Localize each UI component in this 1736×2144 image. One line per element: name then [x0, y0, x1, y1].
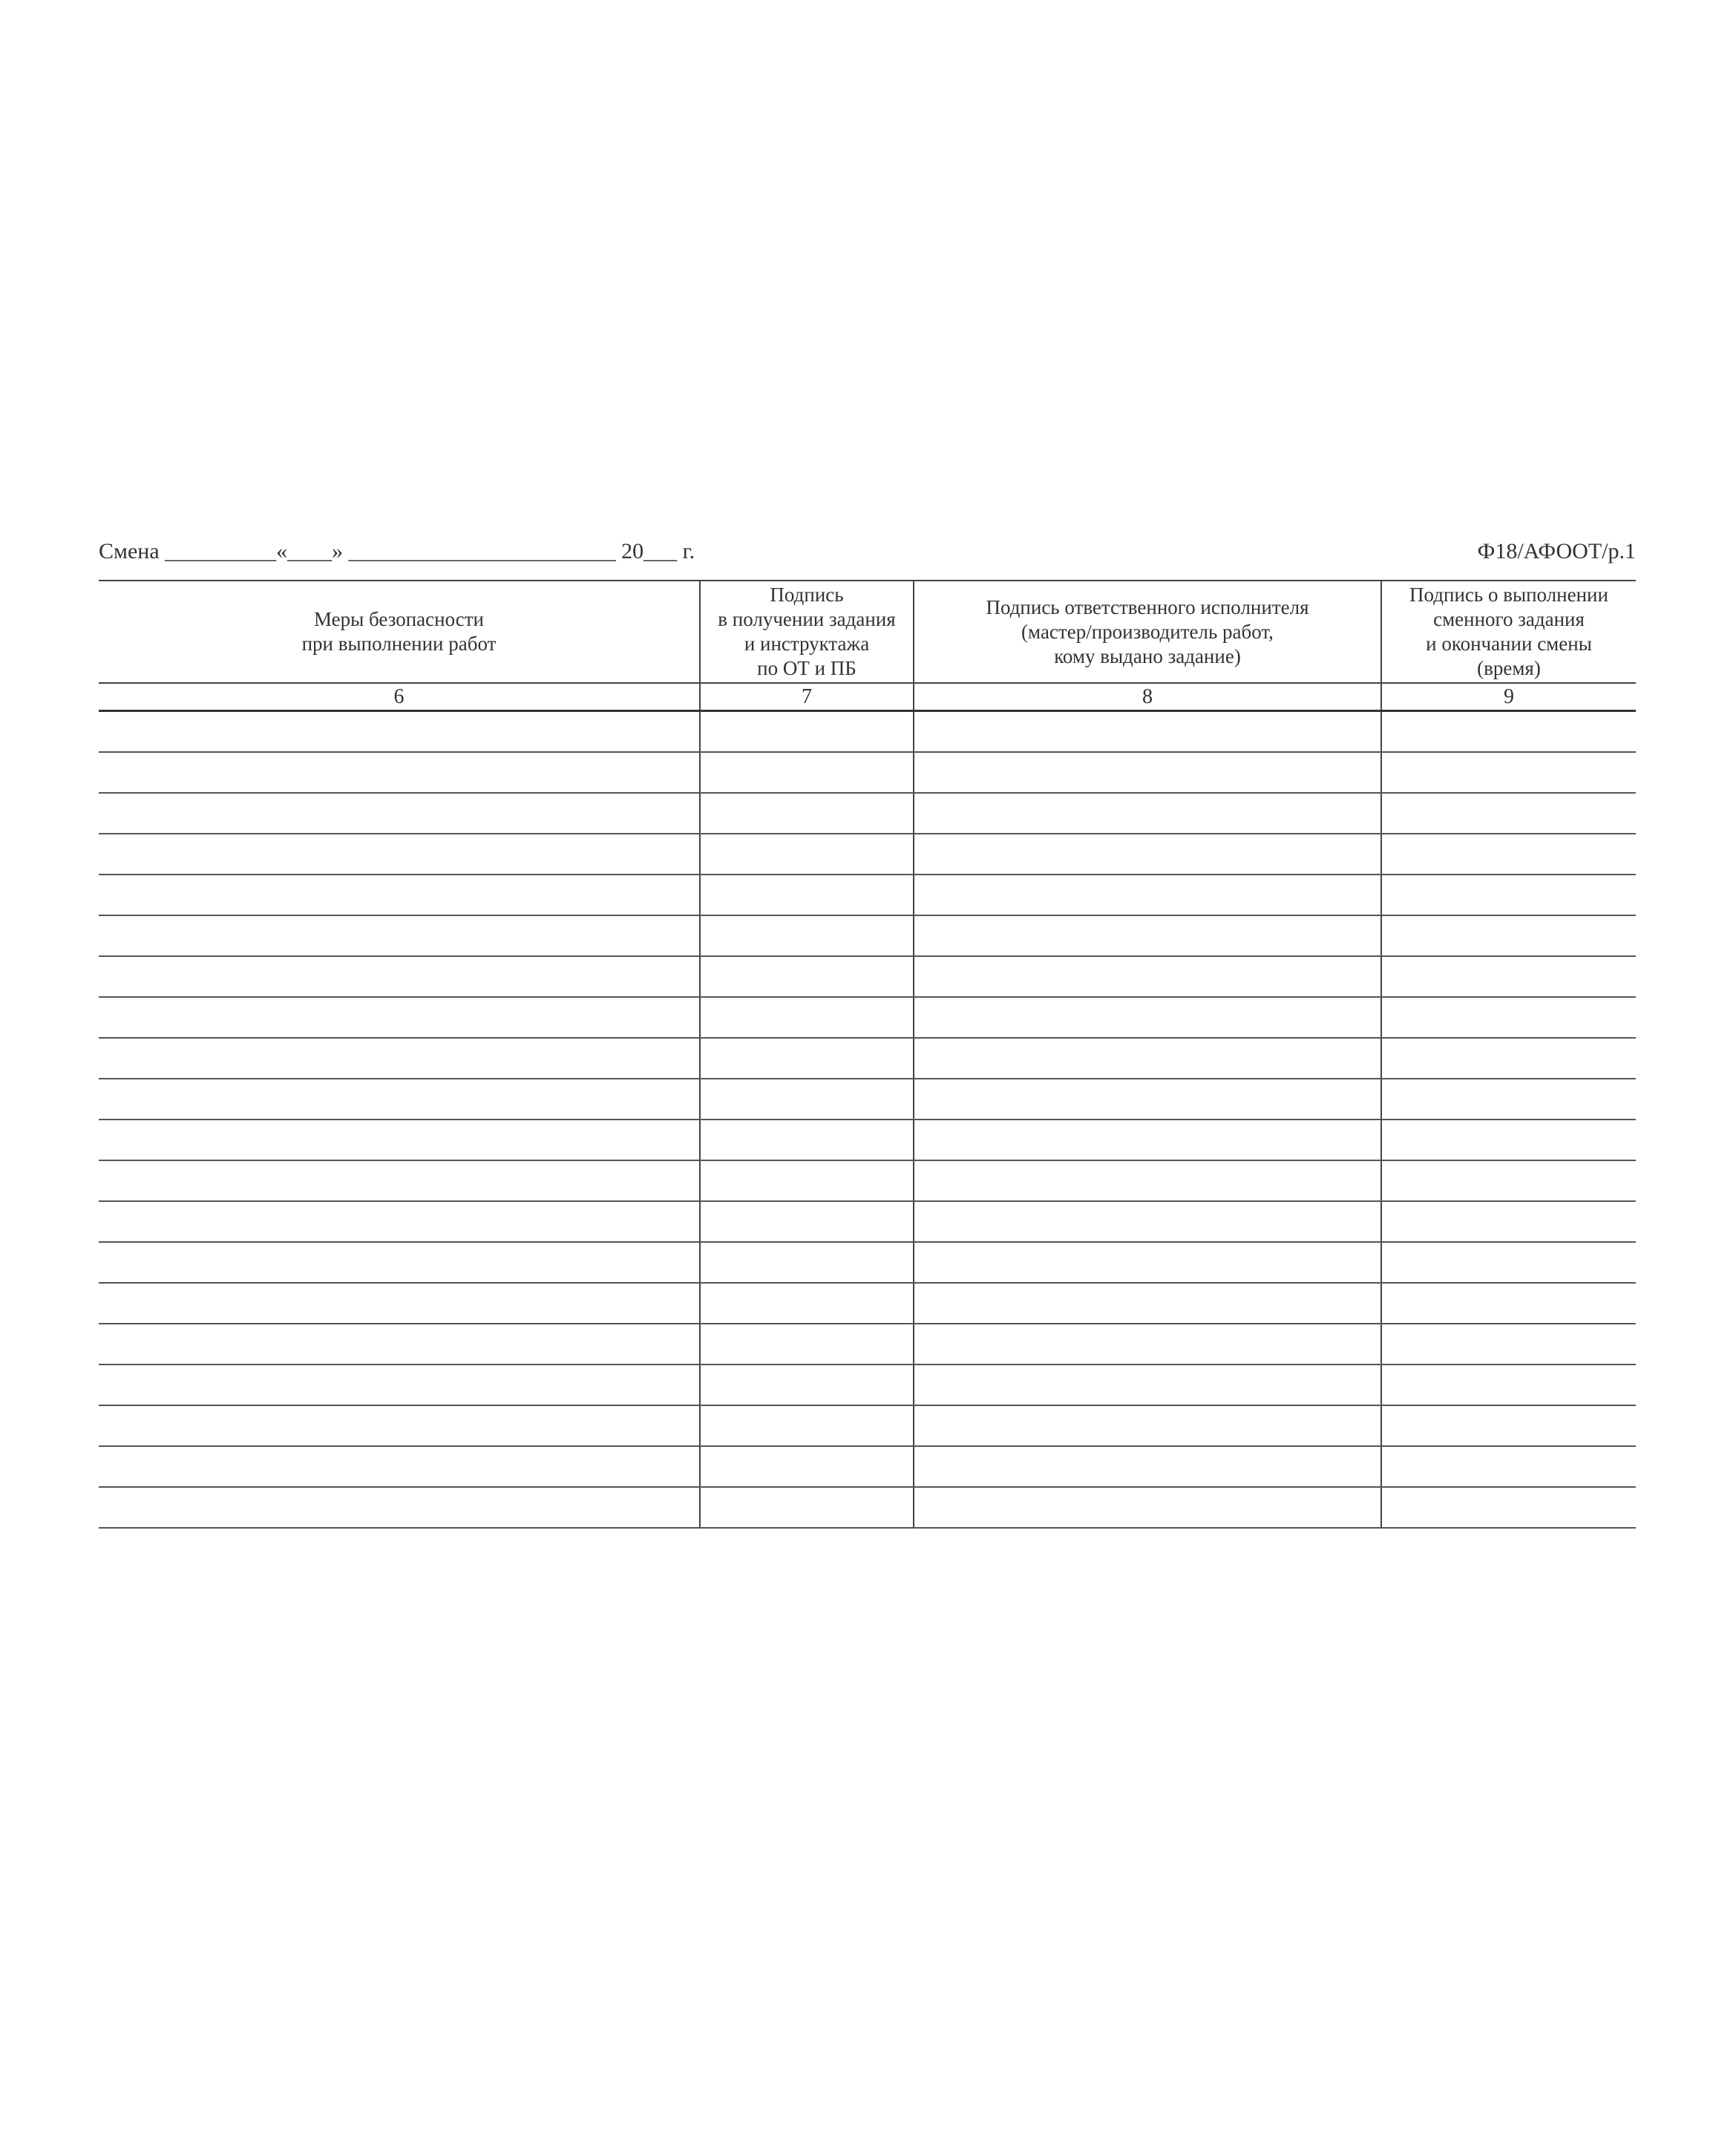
table-cell[interactable]: [700, 1201, 914, 1242]
table-cell[interactable]: [914, 1405, 1381, 1446]
table-cell[interactable]: [1381, 752, 1636, 793]
table-cell[interactable]: [99, 1120, 700, 1160]
table-cell[interactable]: [99, 834, 700, 875]
table-cell[interactable]: [700, 793, 914, 834]
form-header: [99, 533, 1636, 570]
table-row: [99, 1446, 1636, 1487]
table-cell[interactable]: [914, 1364, 1381, 1405]
table-row: [99, 1079, 1636, 1120]
table-cell[interactable]: [700, 1079, 914, 1120]
table-cell[interactable]: [700, 915, 914, 956]
table-row: [99, 1201, 1636, 1242]
table-cell[interactable]: [1381, 956, 1636, 997]
table-row: [99, 1364, 1636, 1405]
table-cell[interactable]: [1381, 1446, 1636, 1487]
table-row: [99, 752, 1636, 793]
table-cell[interactable]: [1381, 1120, 1636, 1160]
table-row: [99, 1120, 1636, 1160]
column-header-task-receipt-signature: Подпись в получении задания и инструктажа по ОТ и ПБ: [700, 581, 914, 683]
table-cell[interactable]: [914, 711, 1381, 753]
shift-date-label: Смена __________«____» ________________________ 20___ г.: [99, 539, 695, 563]
column-number-8: 8: [914, 683, 1381, 711]
table-cell[interactable]: [99, 711, 700, 753]
table-cell[interactable]: [1381, 1038, 1636, 1079]
table-cell[interactable]: [700, 997, 914, 1038]
table-cell[interactable]: [700, 1242, 914, 1283]
table-cell[interactable]: [914, 1201, 1381, 1242]
column-number-6: 6: [99, 683, 700, 711]
form-code: Ф18/АФООТ/р.1: [1477, 539, 1636, 563]
table-cell[interactable]: [1381, 915, 1636, 956]
column-header-responsible-signature: Подпись ответственного исполнителя (мастер/производитель работ, кому выдано задание): [914, 581, 1381, 683]
table-cell[interactable]: [1381, 793, 1636, 834]
table-row: [99, 834, 1636, 875]
table-row: [99, 1160, 1636, 1201]
table-body: [99, 711, 1636, 1529]
table-cell[interactable]: [1381, 1160, 1636, 1201]
column-header-row: [99, 581, 1636, 683]
table-cell[interactable]: [99, 1364, 700, 1405]
table-cell[interactable]: [700, 1160, 914, 1201]
table-cell[interactable]: [914, 1283, 1381, 1324]
shift-log-table: [99, 580, 1636, 1529]
table-cell[interactable]: [1381, 1201, 1636, 1242]
table-cell[interactable]: [1381, 1487, 1636, 1528]
table-row: [99, 1283, 1636, 1324]
table-cell[interactable]: [99, 997, 700, 1038]
table-cell[interactable]: [914, 1446, 1381, 1487]
table-cell[interactable]: [1381, 1079, 1636, 1120]
table-cell[interactable]: [914, 1038, 1381, 1079]
table-cell[interactable]: [914, 1487, 1381, 1528]
table-row: [99, 1405, 1636, 1446]
column-header-safety-measures: Меры безопасности при выполнении работ: [99, 581, 700, 683]
table-cell[interactable]: [1381, 1405, 1636, 1446]
table-cell[interactable]: [99, 1446, 700, 1487]
table-cell[interactable]: [700, 1364, 914, 1405]
table-row: [99, 1487, 1636, 1528]
table-row: [99, 956, 1636, 997]
table-cell[interactable]: [700, 1487, 914, 1528]
column-number-9: 9: [1381, 683, 1636, 711]
table-cell[interactable]: [700, 1324, 914, 1364]
table-cell[interactable]: [914, 793, 1381, 834]
table-row: [99, 793, 1636, 834]
table-row: [99, 711, 1636, 753]
table-cell[interactable]: [914, 875, 1381, 915]
table-cell[interactable]: [1381, 1242, 1636, 1283]
table-row: [99, 1242, 1636, 1283]
table-cell[interactable]: [700, 834, 914, 875]
table-cell[interactable]: [99, 875, 700, 915]
table-cell[interactable]: [700, 1446, 914, 1487]
table-cell[interactable]: [914, 956, 1381, 997]
table-cell[interactable]: [1381, 1324, 1636, 1364]
table-cell[interactable]: [99, 1242, 700, 1283]
table-cell[interactable]: [700, 711, 914, 753]
table-cell[interactable]: [700, 1283, 914, 1324]
table-cell[interactable]: [99, 1324, 700, 1364]
table-cell[interactable]: [99, 1487, 700, 1528]
table-cell[interactable]: [1381, 1364, 1636, 1405]
table-cell[interactable]: [914, 1079, 1381, 1120]
table-cell[interactable]: [914, 997, 1381, 1038]
table-cell[interactable]: [914, 1120, 1381, 1160]
table-cell[interactable]: [99, 956, 700, 997]
table-row: [99, 1324, 1636, 1364]
table-cell[interactable]: [700, 956, 914, 997]
table-row: [99, 915, 1636, 956]
table-cell[interactable]: [99, 915, 700, 956]
table-cell[interactable]: [1381, 711, 1636, 753]
table-cell[interactable]: [700, 1405, 914, 1446]
table-row: [99, 875, 1636, 915]
table-cell[interactable]: [700, 752, 914, 793]
table-cell[interactable]: [914, 1242, 1381, 1283]
table-cell[interactable]: [914, 915, 1381, 956]
table-cell[interactable]: [1381, 834, 1636, 875]
table-cell[interactable]: [99, 1079, 700, 1120]
table-cell[interactable]: [99, 1160, 700, 1201]
table-cell[interactable]: [700, 875, 914, 915]
table-cell[interactable]: [1381, 1283, 1636, 1324]
table-cell[interactable]: [1381, 875, 1636, 915]
table-cell[interactable]: [700, 1120, 914, 1160]
table-cell[interactable]: [914, 1160, 1381, 1201]
table-cell[interactable]: [914, 752, 1381, 793]
column-number-row: [99, 683, 1636, 711]
table-cell[interactable]: [99, 1405, 700, 1446]
table-cell[interactable]: [99, 752, 700, 793]
column-header-completion-signature: Подпись о выполнении сменного задания и окончании смены (время): [1381, 581, 1636, 683]
table-cell[interactable]: [99, 1201, 700, 1242]
table-cell[interactable]: [700, 1038, 914, 1079]
table-cell[interactable]: [914, 834, 1381, 875]
table-row: [99, 997, 1636, 1038]
table-row: [99, 1038, 1636, 1079]
table-cell[interactable]: [99, 1038, 700, 1079]
table-cell[interactable]: [99, 1283, 700, 1324]
table-cell[interactable]: [914, 1324, 1381, 1364]
table-cell[interactable]: [99, 793, 700, 834]
table-cell[interactable]: [1381, 997, 1636, 1038]
column-number-7: 7: [700, 683, 914, 711]
